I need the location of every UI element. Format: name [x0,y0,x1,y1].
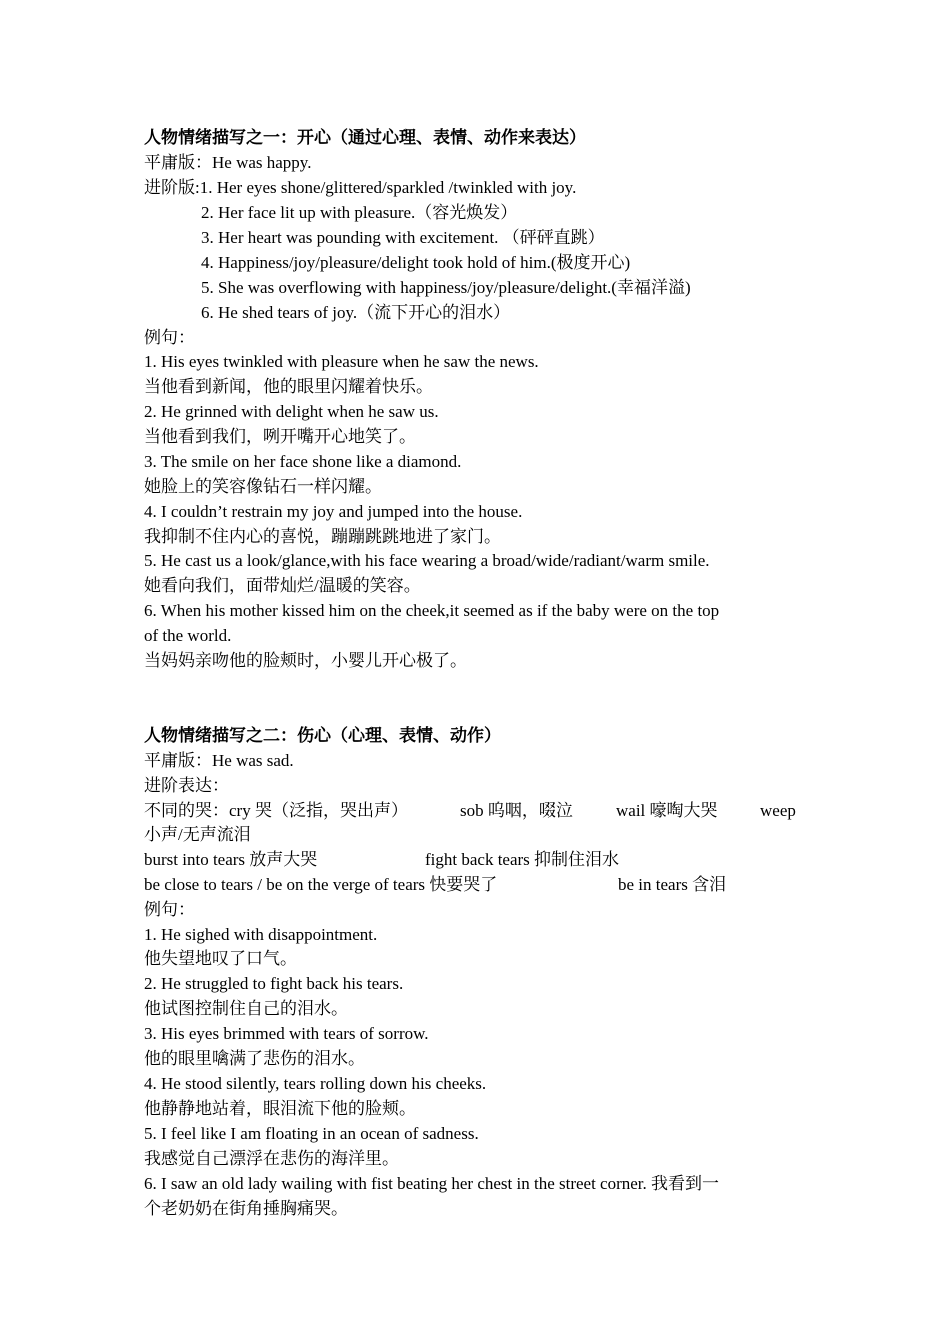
vocab-row-crying [144,799,804,823]
section2-example-line: 他试图控制住自己的泪水。 [144,999,348,1018]
vocab-sob: sob 呜咽，啜泣 [460,801,573,820]
vocab-weep: weep [760,801,796,820]
section1-advanced-2: 2. Her face lit up with pleasure.（容光焕发） [201,203,518,222]
section1-example-line: 我抑制不住内心的喜悦，蹦蹦跳跳地进了家门。 [144,527,501,546]
section1-plain: 平庸版：He was happy. [144,153,312,172]
section2-example-line: 我感觉自己漂浮在悲伤的海洋里。 [144,1149,399,1168]
section2-advanced-label: 进阶表达： [144,776,229,795]
section1-example-line: 2. He grinned with delight when he saw us. [144,402,439,421]
section2-example-line: 他失望地叹了口气。 [144,949,297,968]
vocab-close-to-tears: be close to tears / be on the verge of tears 快要哭了 [144,875,498,894]
section1-advanced-4: 4. Happiness/joy/pleasure/delight took hold of him.(极度开心) [201,253,631,272]
section1-examples-label: 例句： [144,328,195,347]
section2-example-line: 他静静地站着，眼泪流下他的脸颊。 [144,1099,416,1118]
section2-example-line: 4. He stood silently, tears rolling down his cheeks. [144,1074,487,1093]
section1-heading: 人物情绪描写之一：开心（通过心理、表情、动作来表达） [144,128,586,147]
section1-advanced-3: 3. Her heart was pounding with excitement. （砰砰直跳） [201,228,605,247]
section2-example-line: 5. I feel like I am floating in an ocean of sadness. [144,1124,479,1143]
vocab-fight-back-tears: fight back tears 抑制住泪水 [425,850,620,869]
vocab-cry: 不同的哭：cry 哭（泛指，哭出声） [144,801,408,820]
section1-example-line: 1. His eyes twinkled with pleasure when he saw the news. [144,352,539,371]
section2-examples-label: 例句： [144,900,195,919]
section2-example-line: 6. I saw an old lady wailing with fist beating her chest in the street corner. 我看到一 [144,1174,720,1193]
section2-example-line: 他的眼里噙满了悲伤的泪水。 [144,1049,365,1068]
section1-advanced-6: 6. He shed tears of joy.（流下开心的泪水） [201,303,511,322]
section2-example-line: 3. His eyes brimmed with tears of sorrow. [144,1024,429,1043]
section1-example-line: 她脸上的笑容像钻石一样闪耀。 [144,477,382,496]
section2-plain: 平庸版：He was sad. [144,751,294,770]
section2-example-line: 1. He sighed with disappointment. [144,925,378,944]
section1-example-line: 6. When his mother kissed him on the cheek,it seemed as if the baby were on the top [144,601,720,620]
section1-advanced-5: 5. She was overflowing with happiness/joy/pleasure/delight.(幸福洋溢) [201,278,691,297]
section1-example-line: 5. He cast us a look/glance,with his face wearing a broad/wide/radiant/warm smile. [144,551,710,570]
section1-example-line: 当他看到我们，咧开嘴开心地笑了。 [144,427,416,446]
vocab-wail: wail 嚎啕大哭 [616,801,718,820]
vocab-in-tears: be in tears 含泪 [618,875,727,894]
section1-example-line: 4. I couldn’t restrain my joy and jumped into the house. [144,502,523,521]
section1-example-line: of the world. [144,626,232,645]
section1-example-line: 当他看到新闻，他的眼里闪耀着快乐。 [144,377,433,396]
section1-example-line: 她看向我们，面带灿烂/温暖的笑容。 [144,576,421,595]
section1-advanced-1: 进阶版:1. Her eyes shone/glittered/sparkled /twinkled with joy. [144,178,577,197]
vocab-row-tears [144,848,804,872]
section1-example-line: 3. The smile on her face shone like a diamond. [144,452,462,471]
vocab-burst-into-tears: burst into tears 放声大哭 [144,850,318,869]
vocab-row-close-to-tears [144,873,804,897]
vocab-weep-meaning: 小声/无声流泪 [144,825,251,844]
section2-example-line: 个老奶奶在街角捶胸痛哭。 [144,1199,348,1218]
section2-example-line: 2. He struggled to fight back his tears. [144,974,404,993]
section1-example-line: 当妈妈亲吻他的脸颊时，小婴儿开心极了。 [144,651,467,670]
section2-heading: 人物情绪描写之二：伤心（心理、表情、动作） [144,726,501,745]
